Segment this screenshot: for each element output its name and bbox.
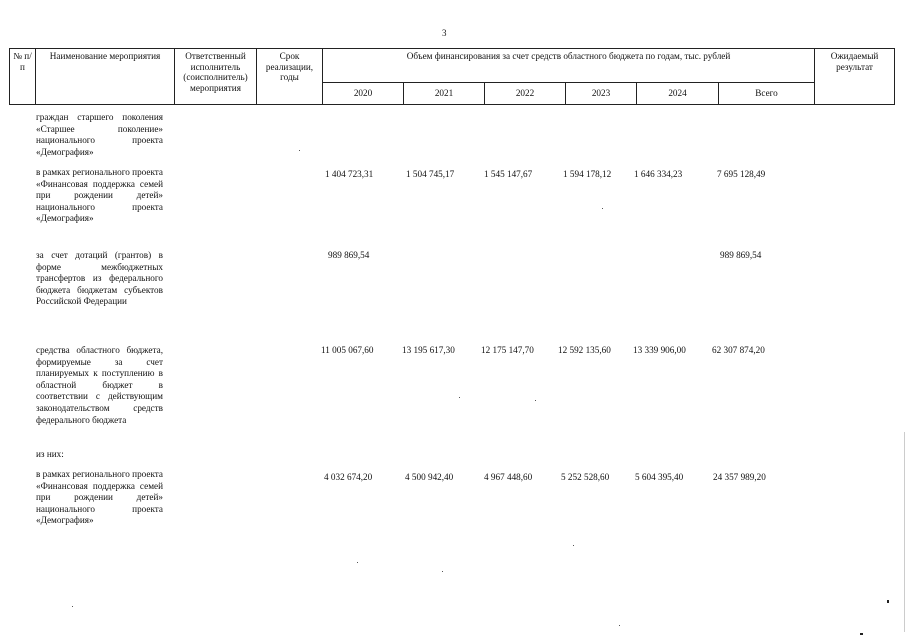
row-4-2024: 13 339 906,00 bbox=[633, 345, 686, 355]
scan-speck bbox=[535, 400, 536, 401]
row-3-2020: 989 869,54 bbox=[328, 250, 370, 260]
header-funding: Объем финансирования за счет средств областного бюджета по годам, тыс. рублей bbox=[323, 49, 815, 83]
scan-speck bbox=[860, 633, 863, 635]
scan-speck bbox=[299, 150, 300, 151]
row-6-2020: 4 032 674,20 bbox=[324, 472, 373, 482]
row-2-2024: 1 646 334,23 bbox=[634, 169, 683, 179]
row-3-total: 989 869,54 bbox=[720, 250, 762, 260]
scan-speck bbox=[573, 545, 574, 546]
scan-speck bbox=[357, 562, 358, 563]
row-1-name: граждан старшего поколения «Старшее поколение» национального проекта «Демография» bbox=[36, 112, 163, 157]
row-4-2023: 12 592 135,60 bbox=[558, 345, 611, 355]
year-2020: 2020 bbox=[323, 82, 404, 104]
row-6-2021: 4 500 942,40 bbox=[405, 472, 454, 482]
header-number: № п/п bbox=[10, 49, 36, 105]
scan-speck bbox=[459, 397, 460, 398]
row-2-2021: 1 504 745,17 bbox=[406, 169, 455, 179]
row-3-name: за счет дотаций (грантов) в форме межбюджетных трансфертов из федерального бюджета бюджетам субъектов Российской Федерации bbox=[36, 250, 163, 307]
year-2023: 2023 bbox=[566, 82, 637, 104]
row-6-2024: 5 604 395,40 bbox=[635, 472, 684, 482]
row-4-total: 62 307 874,20 bbox=[712, 345, 765, 355]
header-result: Ожидаемый результат bbox=[815, 49, 895, 105]
year-2022: 2022 bbox=[485, 82, 566, 104]
row-6-2022: 4 967 448,60 bbox=[484, 472, 533, 482]
row-4-2020: 11 005 067,60 bbox=[321, 345, 374, 355]
row-2-2020: 1 404 723,31 bbox=[325, 169, 374, 179]
year-total: Всего bbox=[719, 82, 815, 104]
header-name: Наименование мероприятия bbox=[36, 49, 175, 105]
row-2-2022: 1 545 147,67 bbox=[484, 169, 533, 179]
row-2-name: в рамках регионального проекта «Финансовая поддержка семей при рождении детей» национального проекта «Демография» bbox=[36, 167, 163, 224]
scan-speck bbox=[442, 571, 443, 572]
page-number: 3 bbox=[442, 28, 447, 38]
scan-speck bbox=[602, 208, 603, 209]
row-6-name: в рамках регионального проекта «Финансовая поддержка семей при рождении детей» национального проекта «Демография» bbox=[36, 469, 163, 526]
row-4-2022: 12 175 147,70 bbox=[481, 345, 534, 355]
row-4-name: средства областного бюджета, формируемые за счет планируемых к поступлению в областной бюджет в соответствии с действующим законодательством средств федерального бюджета bbox=[36, 345, 163, 425]
row-5-name: из них: bbox=[36, 449, 64, 459]
row-2-2023: 1 594 178,12 bbox=[563, 169, 612, 179]
header-responsible: Ответственный исполнитель (соисполнитель) мероприятия bbox=[175, 49, 257, 105]
table-header bbox=[9, 48, 895, 105]
scan-speck bbox=[619, 625, 620, 626]
row-6-2023: 5 252 528,60 bbox=[561, 472, 610, 482]
row-4-2021: 13 195 617,30 bbox=[402, 345, 455, 355]
row-6-total: 24 357 989,20 bbox=[713, 472, 766, 482]
scan-speck bbox=[72, 606, 73, 607]
year-2024: 2024 bbox=[637, 82, 719, 104]
header-term: Срок реализации, годы bbox=[257, 49, 323, 105]
row-2-total: 7 695 128,49 bbox=[717, 169, 766, 179]
scan-speck bbox=[887, 600, 889, 603]
year-2021: 2021 bbox=[404, 82, 485, 104]
